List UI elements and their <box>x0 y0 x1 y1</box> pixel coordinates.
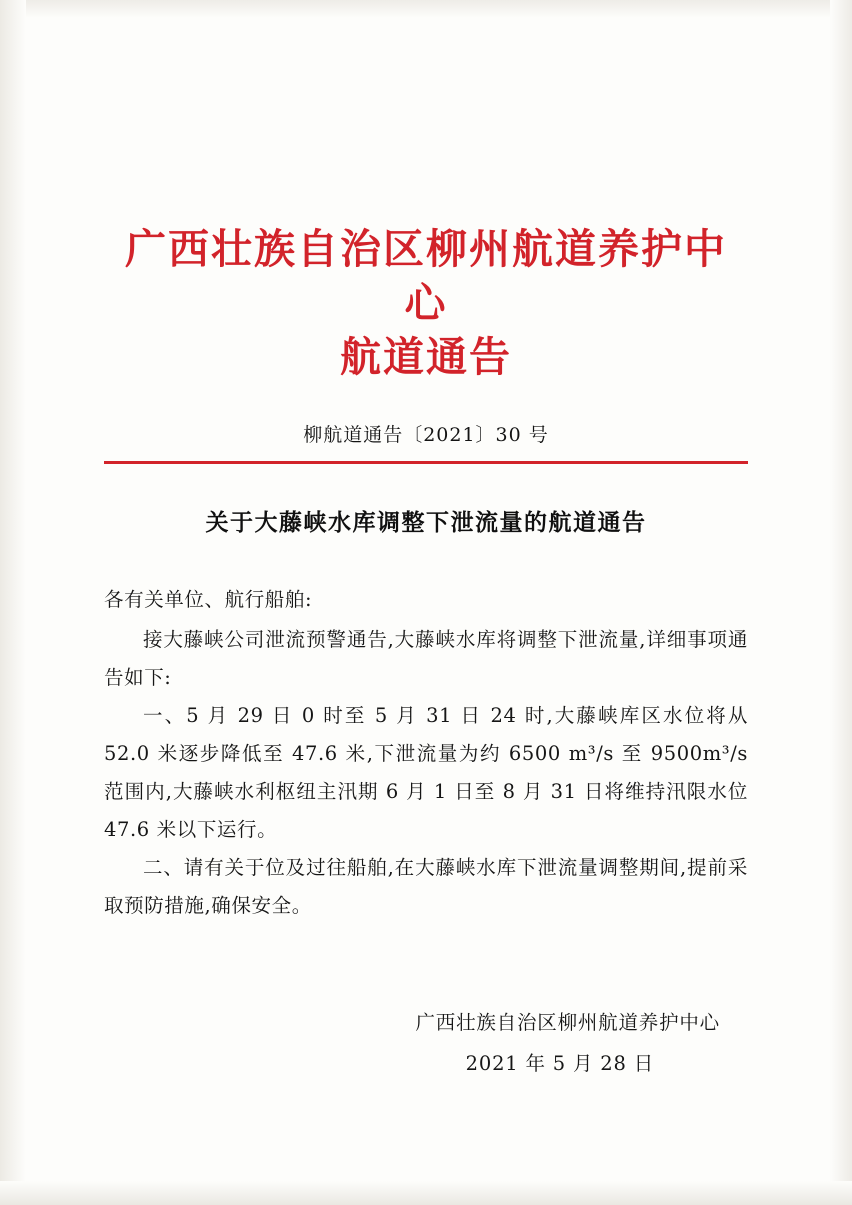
signature-date: 2021 年 5 月 28 日 <box>465 1052 654 1076</box>
body-paragraph-3: 二、请有关于位及过往船舶,在大藤峡水库下泄流量调整期间,提前采取预防措施,确保安全。 <box>104 856 748 918</box>
document-number: 柳航道通告〔2021〕30 号 <box>303 424 549 447</box>
scan-edge-left <box>0 0 26 1205</box>
masthead <box>104 0 748 384</box>
document-title: 关于大藤峡水库调整下泄流量的航道通告 <box>205 509 647 537</box>
scan-edge-right <box>830 0 852 1205</box>
document-content <box>104 0 748 1205</box>
masthead-organization: 广西壮族自治区柳州航道养护中心 <box>125 225 727 328</box>
body-paragraph-2: 一、5 月 29 日 0 时至 5 月 31 日 24 时,大藤峡库区水位将从 52.0 米逐步降低至 47.6 米,下泄流量为约 6500 m³/s 至 9500m³/s 范围内,大藤峡水利枢纽主汛期 6 月 1 日至 8 月 31 日将维持汛限水位 47.6 米以下运行。 <box>104 704 748 842</box>
masthead-document-type: 航道通告 <box>340 333 512 382</box>
red-divider-rule <box>104 461 748 464</box>
signature-block <box>104 1003 748 1085</box>
salutation: 各有关单位、航行船舶: <box>104 588 313 612</box>
signature-issuer: 广西壮族自治区柳州航道养护中心 <box>415 1011 720 1035</box>
body-paragraph-1: 接大藤峡公司泄流预警通告,大藤峡水库将调整下泄流量,详细事项通告如下: <box>104 628 748 690</box>
document-body <box>104 581 748 925</box>
